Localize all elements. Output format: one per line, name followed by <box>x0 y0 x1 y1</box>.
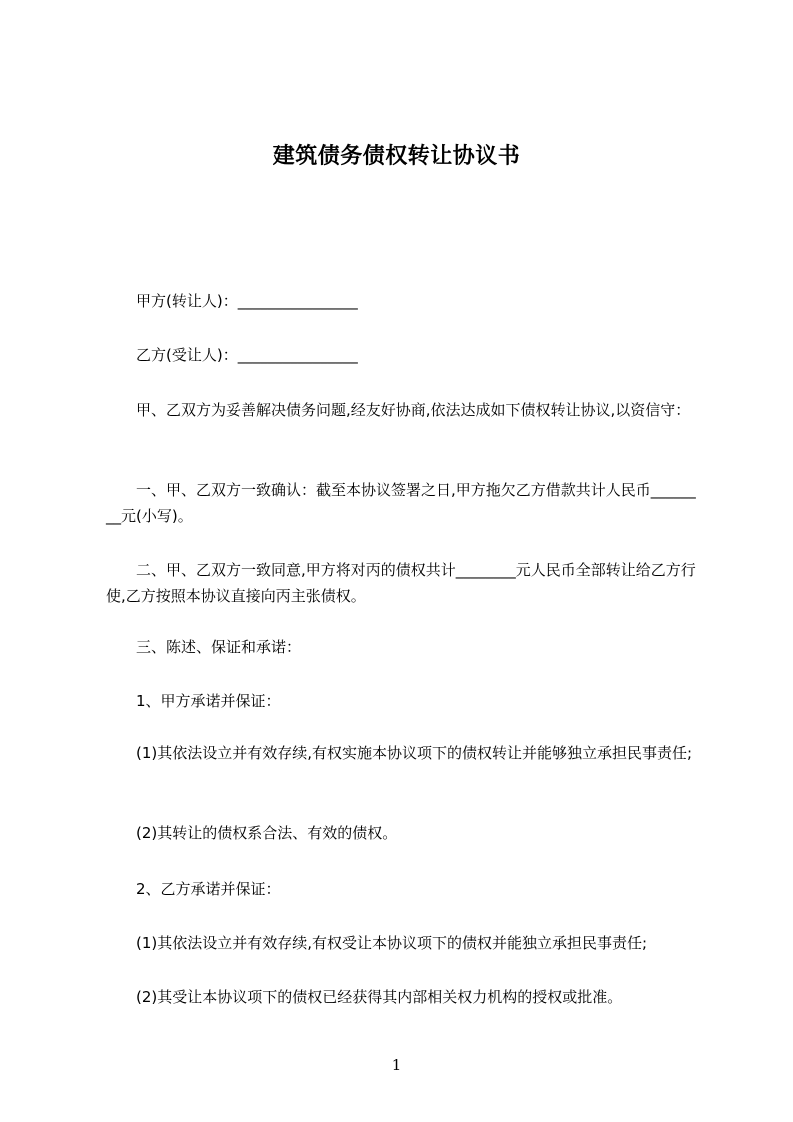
clause-3-heading: 三、陈述、保证和承诺： <box>106 638 302 656</box>
party-a-line: 甲方(转让人)：________________ <box>106 292 358 310</box>
party-b-line: 乙方(受让人)：________________ <box>106 346 358 364</box>
party-a-warranty-heading: 1、甲方承诺并保证： <box>106 692 281 710</box>
preamble-paragraph: 甲、乙双方为妥善解决债务问题,经友好协商,依法达成如下债权转让协议,以资信守： <box>106 401 691 419</box>
party-a-warranty-item-1: (1)其依法设立并有效存续,有权实施本协议项下的债权转让并能够独立承担民事责任; <box>106 744 693 762</box>
party-b-warranty-heading: 2、乙方承诺并保证： <box>106 880 281 898</box>
document-title: 建筑债务债权转让协议书 <box>272 144 521 169</box>
page-number: 1 <box>391 1056 402 1074</box>
clause-1-paragraph: 一、甲、乙双方一致确认：截至本协议签署之日,甲方拖欠乙方借款共计人民币________元(小写)。 <box>106 481 696 525</box>
clause-2-paragraph: 二、甲、乙双方一致同意,甲方将对丙的债权共计________元人民币全部转让给乙方行使,乙方按照本协议直接向丙主张债权。 <box>106 561 696 605</box>
party-a-warranty-item-2: (2)其转让的债权系合法、有效的债权。 <box>106 824 398 842</box>
party-b-warranty-item-2: (2)其受让本协议项下的债权已经获得其内部相关权力机构的授权或批准。 <box>106 988 623 1006</box>
party-b-warranty-item-1: (1)其依法设立并有效存续,有权受让本协议项下的债权并能独立承担民事责任; <box>106 934 648 952</box>
